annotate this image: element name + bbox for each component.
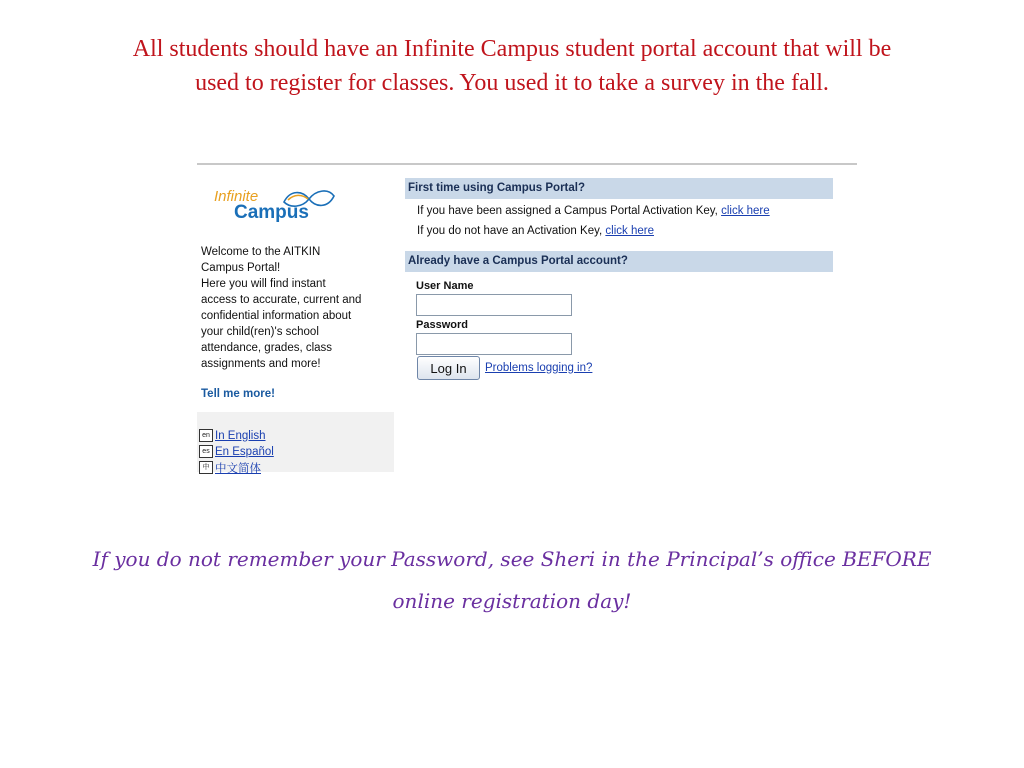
log-in-button[interactable]: Log In [417, 356, 480, 380]
infinity-swoosh-icon [280, 188, 338, 210]
no-activation-text: If you do not have an Activation Key, [417, 225, 606, 237]
welcome-line: assignments and more! [201, 358, 321, 370]
portal-login-panel [405, 168, 835, 468]
problems-logging-in-link[interactable]: Problems logging in? [485, 362, 593, 374]
language-flag-icon: en [199, 429, 213, 442]
language-label: 中文简体 [215, 462, 261, 475]
heading-line-1: All students should have an Infinite Campus student portal account that will be [132, 36, 892, 62]
logo-word-campus: Campus [234, 202, 309, 223]
no-activation-click-here-link[interactable]: click here [605, 225, 654, 237]
infinite-campus-logo [212, 182, 342, 232]
activation-click-here-link[interactable]: click here [721, 205, 770, 217]
existing-account-header: Already have a Campus Portal account? [405, 251, 833, 272]
logo-word-infinite: Infinite [214, 188, 259, 205]
footnote-line-2: online registration day! [392, 589, 632, 613]
language-label: In English [215, 429, 266, 442]
welcome-text [201, 244, 389, 372]
language-english-link[interactable] [199, 428, 266, 443]
welcome-line: confidential information about [201, 310, 352, 322]
password-reminder-note [40, 538, 984, 622]
language-flag-icon: 中 [199, 461, 213, 474]
portal-left-panel [197, 168, 394, 475]
language-chinese-link[interactable] [199, 460, 261, 475]
username-input[interactable] [416, 294, 572, 316]
welcome-line: Campus Portal! [201, 262, 281, 274]
welcome-line: attendance, grades, class [201, 342, 333, 354]
password-label: Password [416, 319, 468, 331]
screenshot-top-divider [197, 163, 857, 165]
language-flag-icon: es [199, 445, 213, 458]
footnote-line-1: If you do not remember your Password, see Sheri in the Principal’s office BEFORE [92, 547, 932, 571]
username-label: User Name [416, 280, 474, 292]
first-time-header: First time using Campus Portal? [405, 178, 833, 199]
welcome-line: Here you will find instant [201, 278, 326, 290]
welcome-line: access to accurate, current and [201, 294, 362, 306]
slide-heading [40, 32, 984, 100]
language-label: En Español [215, 445, 274, 458]
tell-me-more-link[interactable]: Tell me more! [201, 388, 275, 400]
password-input[interactable] [416, 333, 572, 355]
activation-key-line-2 [417, 225, 654, 237]
welcome-line: Welcome to the AITKIN [201, 246, 321, 258]
welcome-line: your child(ren)'s school [201, 326, 319, 338]
activation-text: If you have been assigned a Campus Portal Activation Key, [417, 205, 722, 217]
language-spanish-link[interactable] [199, 444, 274, 459]
language-list [197, 412, 394, 475]
activation-key-line-1 [417, 205, 770, 217]
heading-line-2: used to register for classes. You used it to take a survey in the fall. [195, 70, 829, 96]
